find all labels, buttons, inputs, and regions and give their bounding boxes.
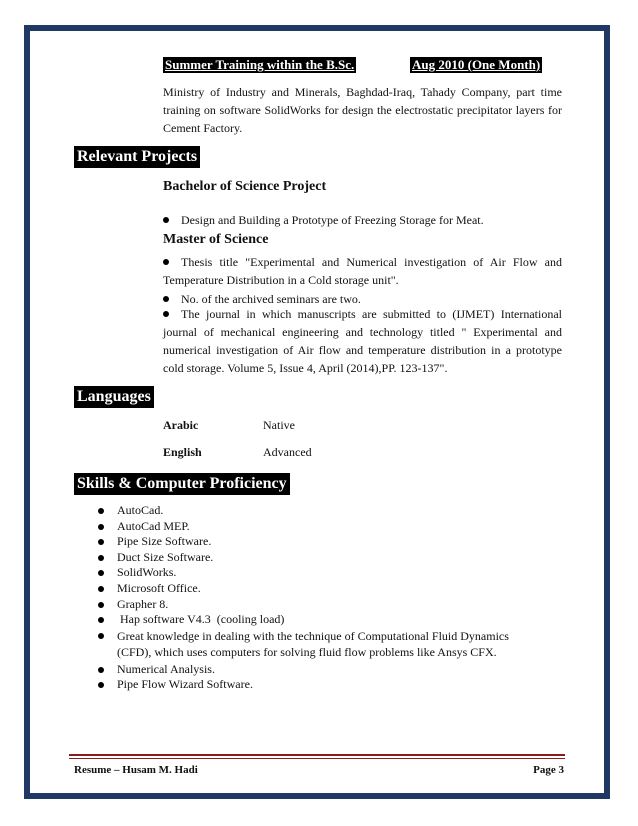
skill-text: Great knowledge in dealing with the technique of Computational Fluid Dynamics (CFD), which uses computers for solving fluid flow problems like Ansys CFX. [117,628,509,660]
section-heading-skills: Skills & Computer Proficiency [74,473,290,495]
training-title: Summer Training within the B.Sc. [165,57,355,72]
skill-item [95,597,515,613]
bullet-icon [98,508,104,514]
training-description: Ministry of Industry and Minerals, Baghdad-Iraq, Tahady Company, part time training on software SolidWorks for design the electrostatic precipitator layers for Cement Factory. [163,85,562,135]
language-level: Advanced [263,445,312,459]
skill-text: Numerical Analysis. [117,661,215,676]
skill-item [95,677,515,693]
skill-text: Pipe Size Software. [117,534,212,549]
bachelor-item-text: Design and Building a Prototype of Freezing Storage for Meat. [181,213,484,227]
bachelor-item [163,211,562,229]
skill-text: SolidWorks. [117,565,177,580]
bullet-icon [98,539,104,545]
language-name: Arabic [163,418,199,432]
bullet-icon [98,570,104,576]
master-item [163,305,562,377]
skill-text: Pipe Flow Wizard Software. [117,677,253,692]
skill-text: Duct Size Software. [117,549,214,564]
bullet-icon [98,633,104,639]
bullet-icon [98,555,104,561]
skill-item [95,628,515,661]
bullet-icon [98,682,104,688]
skill-text: AutoCad MEP. [117,518,190,533]
footer-left: Resume – Husam M. Hadi [74,764,198,776]
skill-item [95,581,515,597]
master-item-text: No. of the archived seminars are two. [181,292,361,306]
skill-item [95,534,515,550]
skill-item [95,550,515,566]
skill-item [95,565,515,581]
section-heading-languages: Languages [74,386,154,408]
language-name: English [163,445,202,459]
bullet-icon [163,259,169,265]
bullet-icon [163,311,169,317]
bullet-icon [163,296,169,302]
skill-text: AutoCad. [117,503,164,517]
skill-item [95,519,515,535]
footer-rule [69,754,565,756]
footer-page-number: Page 3 [533,764,564,776]
bullet-icon [98,524,104,530]
skill-text: Hap software V4.3 (cooling load) [117,612,285,627]
skill-item [95,662,515,678]
skill-text: Microsoft Office. [117,580,201,595]
section-heading-projects: Relevant Projects [74,146,200,168]
master-item [163,253,562,289]
skill-text: Grapher 8. [117,596,169,611]
bullet-icon [98,586,104,592]
bachelor-title: Bachelor of Science Project [163,179,327,194]
bullet-icon [98,667,104,673]
skill-item [95,503,515,519]
bullet-icon [98,617,104,623]
bullet-icon [98,602,104,608]
master-item-text: The journal in which manuscripts are submitted to (IJMET) International journal of mechanical engineering and technology titled " Experimental and numerical investigation of Air flow and temperature distribution in a prototype cold storage. Volume 5, Issue 4, April (2014),PP. 123-137". [163,307,562,375]
skill-item [95,612,515,628]
training-header [163,57,563,77]
footer-rule-thin [69,758,565,759]
bullet-icon [163,217,169,223]
master-title: Master of Science [163,232,269,247]
language-level: Native [263,418,295,432]
training-date: Aug 2010 (One Month) [412,57,541,72]
master-item-text: Thesis title "Experimental and Numerical investigation of Air Flow and Temperature Distribution in a Cold storage unit". [163,255,562,287]
skills-list [95,503,515,693]
